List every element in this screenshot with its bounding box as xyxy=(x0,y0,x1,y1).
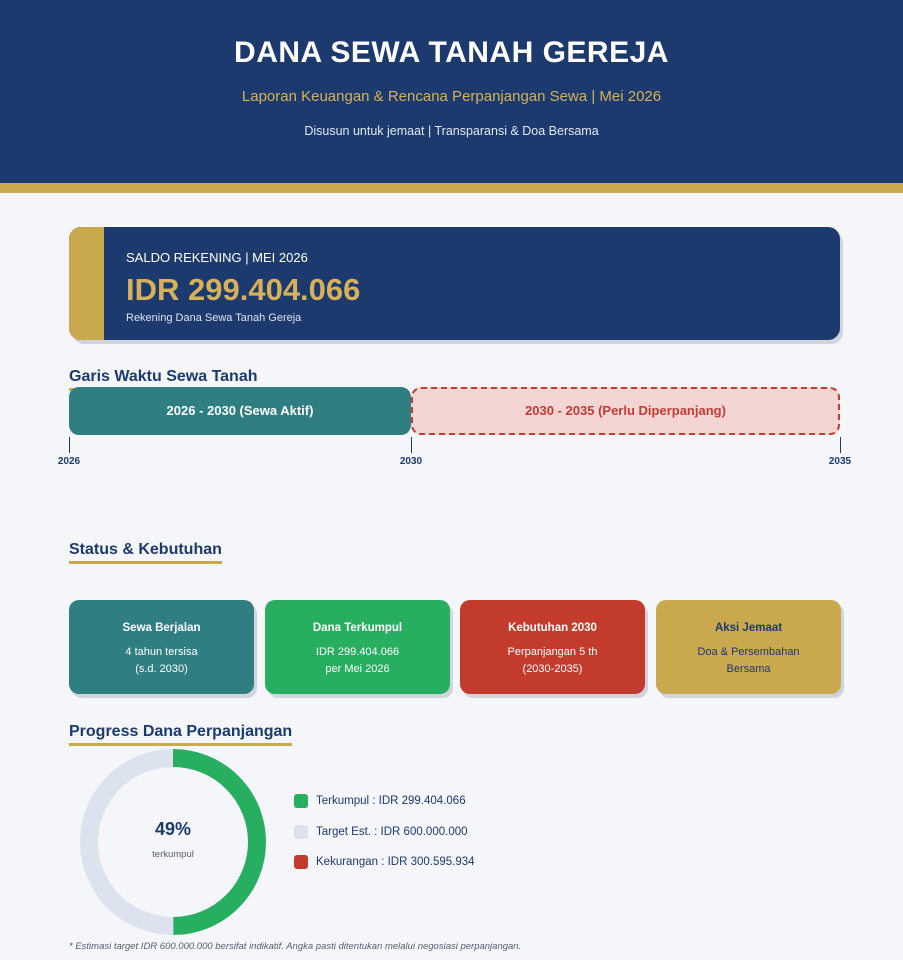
card-title: Dana Terkumpul xyxy=(312,622,403,634)
card-line: (2030-2035) xyxy=(522,663,583,675)
timeline-tick-label: 2035 xyxy=(828,456,852,467)
legend-label: Terkumpul : IDR 299.404.066 xyxy=(316,795,466,807)
timeline-tick xyxy=(69,437,70,453)
timeline-tick-label: 2030 xyxy=(399,456,423,467)
report-title: DANA SEWA TANAH GEREJA xyxy=(234,36,669,69)
status-card-action xyxy=(656,600,841,694)
progress-percent: 49% xyxy=(154,819,192,839)
timeline-active-period: 2026 - 2030 (Sewa Aktif) xyxy=(69,387,411,435)
status-card-need xyxy=(460,600,645,694)
card-title: Aksi Jemaat xyxy=(714,622,783,634)
balance-amount: IDR 299.404.066 xyxy=(126,272,361,307)
card-line: Bersama xyxy=(726,663,771,675)
progress-sub-label: terkumpul xyxy=(152,849,194,860)
legend-swatch xyxy=(294,794,308,808)
progress-donut xyxy=(79,748,269,938)
report-tagline: Disusun untuk jemaat | Transparansi & Doa Bersama xyxy=(304,124,599,138)
status-card-funds xyxy=(265,600,450,694)
balance-accent xyxy=(69,227,104,340)
card-line: (s.d. 2030) xyxy=(135,663,188,675)
legend-swatch xyxy=(294,825,308,839)
card-line: Perpanjangan 5 th xyxy=(507,646,598,658)
report-header xyxy=(0,0,903,183)
progress-title: Progress Dana Perpanjangan xyxy=(69,723,292,746)
card-title: Kebutuhan 2030 xyxy=(508,622,597,634)
status-card-lease xyxy=(69,600,254,694)
timeline-tick-label: 2026 xyxy=(57,456,81,467)
card-title: Sewa Berjalan xyxy=(122,622,201,634)
report-subtitle: Laporan Keuangan & Rencana Perpanjangan Sewa | Mei 2026 xyxy=(241,88,662,105)
balance-card xyxy=(69,227,840,340)
timeline-renewal-period: 2030 - 2035 (Perlu Diperpanjang) xyxy=(411,387,840,435)
timeline-tick xyxy=(840,437,841,453)
legend-label: Target Est. : IDR 600.000.000 xyxy=(316,826,468,838)
card-line: 4 tahun tersisa xyxy=(125,646,198,658)
balance-note: Rekening Dana Sewa Tanah Gereja xyxy=(126,312,302,324)
legend-label: Kekurangan : IDR 300.595.934 xyxy=(316,856,475,868)
status-title: Status & Kebutuhan xyxy=(69,541,222,564)
timeline-tick xyxy=(411,437,412,453)
timeline-title: Garis Waktu Sewa Tanah xyxy=(69,368,258,391)
card-line: Doa & Persembahan xyxy=(697,646,800,658)
balance-label: SALDO REKENING | MEI 2026 xyxy=(126,250,308,265)
footnote: * Estimasi target IDR 600.000.000 bersifat indikatif. Angka pasti ditentukan melalui negosiasi perpanjangan. xyxy=(69,941,522,952)
card-line: IDR 299.404.066 xyxy=(315,646,400,658)
header-divider xyxy=(0,183,903,193)
legend-swatch xyxy=(294,855,308,869)
card-line: per Mei 2026 xyxy=(325,663,390,675)
